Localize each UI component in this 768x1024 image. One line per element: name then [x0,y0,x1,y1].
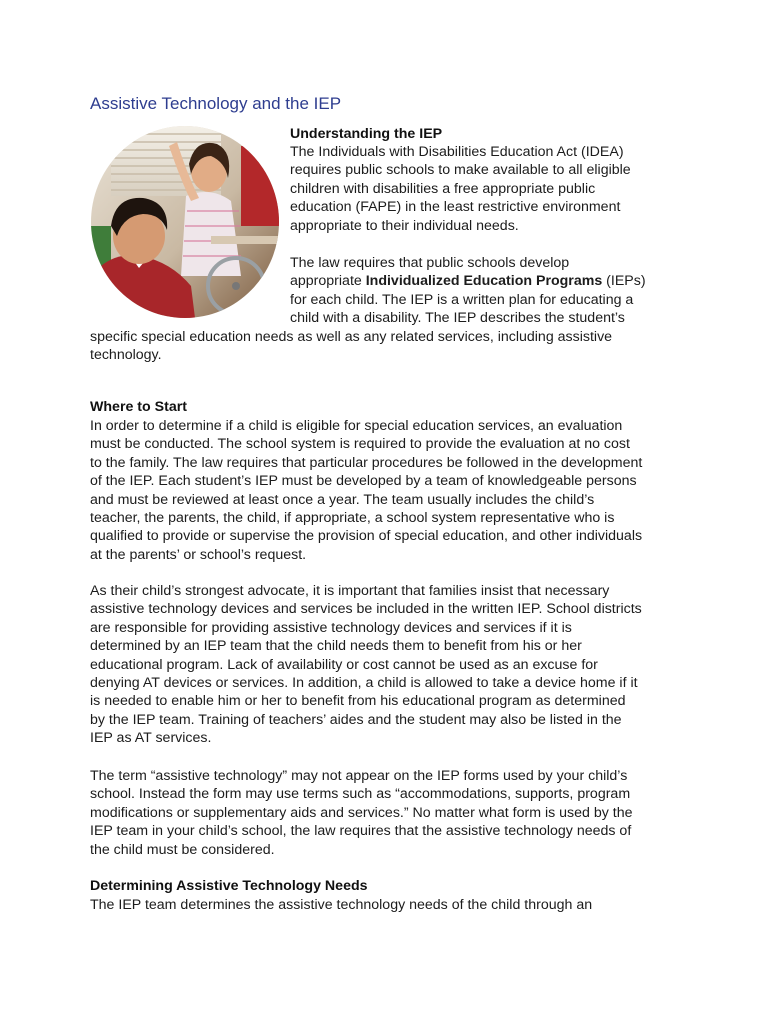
paragraph-iep-law-part-2: (IEPs) for each child. The IEP is a written plan for educating a child with a disability. The IEP describes the student’s [290,273,646,327]
paragraph-idea-intro: The Individuals with Disabilities Education Act (IDEA) requires public schools to make available to all eligible children with disabilities a free appropriate public education (FAPE) in the least restrictive environment appropriate to their individual needs. [290,144,631,234]
document-title: Assistive Technology and the IEP [90,94,342,113]
paragraph-determining-needs: The IEP team determines the assistive technology needs of the child through an [90,897,593,913]
iep-bold-term: Individualized Education Programs [365,273,603,290]
paragraph-iep-law [290,254,646,328]
paragraph-iep-law-continuation: specific special education needs as well as any related services, including assistive technology. [90,329,613,364]
section-heading-determining-needs: Determining Assistive Technology Needs [90,878,368,894]
children-classroom-photo [91,126,279,318]
paragraph-advocate: As their child’s strongest advocate, it is important that families insist that necessary assistive technology devices and services be included in the written IEP. School districts are responsible for providing assistive technology devices and services if it is determined by an IEP team that the child needs them to benefit from his or her educational program. Lack of availability or cost cannot be used as an excuse for denying AT devices or services. In addition, a child is allowed to take a device home if it is needed to enable him or her to benefit from his educational program as determined by the IEP team. Training of teachers’ aides and the student may also be listed in the IEP as AT services. [90,583,642,747]
section-heading-where-to-start: Where to Start [90,399,187,415]
paragraph-iep-law-part-1: The law requires that public schools develop appropriate [290,255,570,290]
paragraph-evaluation: In order to determine if a child is eligible for special education services, an evaluation must be conducted. The school system is required to provide the evaluation at no cost to the family. The law requires that particular procedures be followed in the development of the IEP. Each student’s IEP must be developed by a team of knowledgeable persons and must be reviewed at least once a year. The team usually includes the child’s teacher, the parents, the child, if appropriate, a school system representative who is qualified to provide or supervise the provision of special education, and other individuals at the parents’ or school’s request. [90,418,643,563]
section-heading-understanding-iep: Understanding the IEP [290,126,443,142]
paragraph-term-assistive-technology: The term “assistive technology” may not appear on the IEP forms used by your child’s school. Instead the form may use terms such as “accommodations, supports, program modifications or supplementary aids and services.” No matter what form is used by the IEP team in your child’s school, the law requires that the assistive technology needs of the child must be considered. [90,768,633,858]
